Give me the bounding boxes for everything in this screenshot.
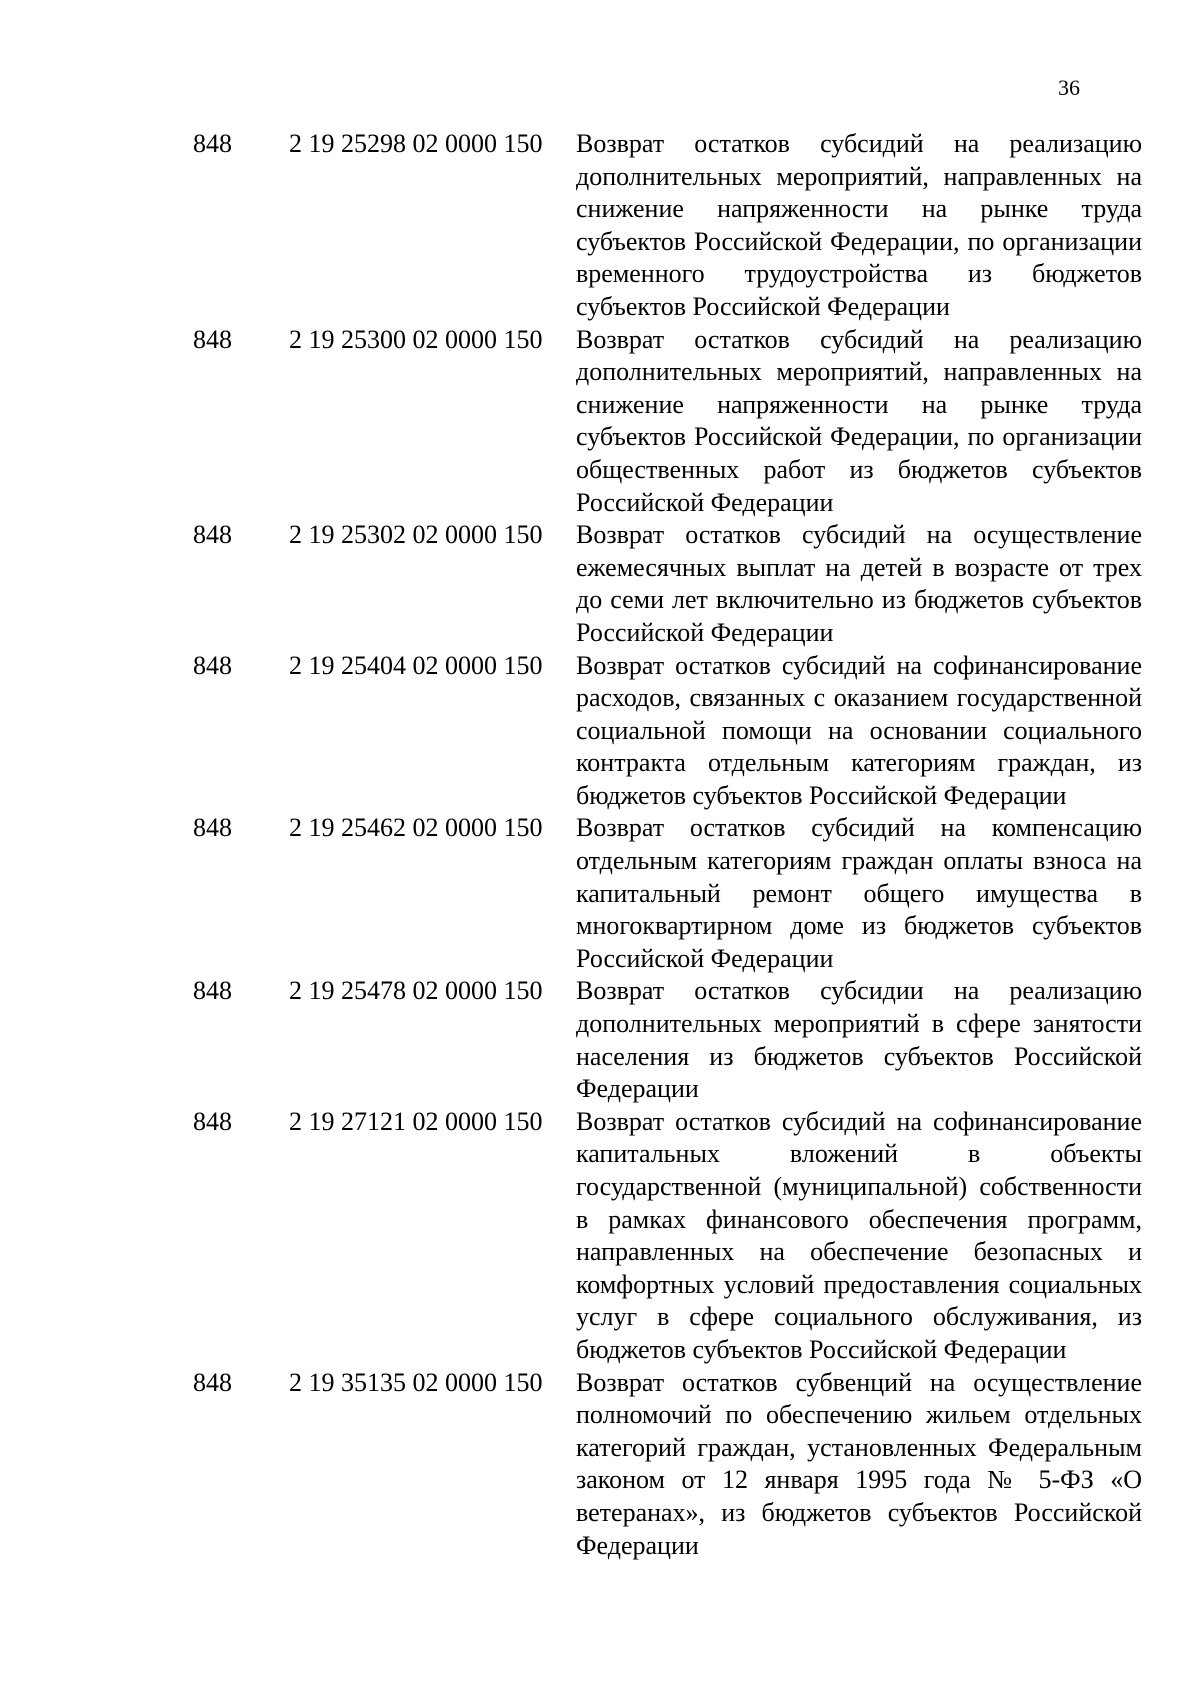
income-description: Возврат остатков субсидий на компенсацию отдельным категориям граждан оплаты взноса на капитальный ремонт общего имущества в многоквартирном доме из бюджетов субъектов Российской Федерации <box>576 813 1142 973</box>
table-row <box>0 1367 1200 1563</box>
administrator-code: 848 <box>193 129 232 158</box>
page-number: 36 <box>1058 75 1080 100</box>
table-row <box>0 1106 1200 1367</box>
administrator-code: 848 <box>193 1367 232 1397</box>
income-description: Возврат остатков субсидии на реализацию дополнительных мероприятий в сфере занятости населения из бюджетов субъектов Российской Федерации <box>576 976 1142 1104</box>
table-row <box>0 128 1200 324</box>
budget-classification-code: 2 19 27121 02 0000 150 <box>289 1106 543 1136</box>
table-row <box>0 650 1200 813</box>
income-description: Возврат остатков субсидий на софинансирование капитальных вложений в объекты государственной (муниципальной) собственности в рамках финансового обеспечения программ, направленных на обеспечение безопасных и комфортных условий предоставления социальных услуг в сфере социального обслуживания, из бюджетов субъектов Российской Федерации <box>576 1106 1142 1364</box>
income-description: Возврат остатков субсидий на софинансирование расходов, связанных с оказанием государственной социальной помощи на основании социального контракта отдельным категориям граждан, из бюджетов субъектов Российской Федерации <box>576 650 1142 810</box>
budget-classification-code: 2 19 25478 02 0000 150 <box>289 976 543 1006</box>
table-row <box>0 975 1200 1105</box>
administrator-code: 848 <box>193 650 232 680</box>
administrator-code: 848 <box>193 324 232 354</box>
table-row <box>0 812 1200 975</box>
budget-classification-code: 2 19 25462 02 0000 150 <box>289 813 543 843</box>
income-description: Возврат остатков субсидий на реализацию дополнительных мероприятий, направленных на снижение напряженности на рынке труда субъектов Российской Федерации, по организации временного трудоустройства из бюджетов субъектов Российской Федерации <box>576 129 1142 321</box>
table-row <box>0 519 1200 649</box>
income-description: Возврат остатков субсидий на реализацию дополнительных мероприятий, направленных на снижение напряженности на рынке труда субъектов Российской Федерации, по организации общественных работ из бюджетов субъектов Российской Федерации <box>576 324 1142 517</box>
budget-classification-code: 2 19 25300 02 0000 150 <box>289 324 543 354</box>
administrator-code: 848 <box>193 520 232 550</box>
income-description: Возврат остатков субсидий на осуществление ежемесячных выплат на детей в возрасте от трех до семи лет включительно из бюджетов субъектов Российской Федерации <box>576 520 1142 647</box>
administrator-code: 848 <box>193 813 232 843</box>
table-row <box>0 324 1200 520</box>
income-description: Возврат остатков субвенций на осуществление полномочий по обеспечению жильем отдельных категорий граждан, установленных Федеральным законом от 12 января 1995 года № 5-ФЗ «О ветеранах», из бюджетов субъектов Российской Федерации <box>576 1367 1142 1560</box>
budget-classification-code: 2 19 35135 02 0000 150 <box>289 1367 543 1397</box>
administrator-code: 848 <box>193 1106 232 1136</box>
budget-classification-code: 2 19 25404 02 0000 150 <box>289 650 543 680</box>
budget-classification-code: 2 19 25298 02 0000 150 <box>289 129 543 158</box>
budget-classification-code: 2 19 25302 02 0000 150 <box>289 520 543 550</box>
administrator-code: 848 <box>193 976 232 1006</box>
classification-table <box>0 128 1200 1562</box>
